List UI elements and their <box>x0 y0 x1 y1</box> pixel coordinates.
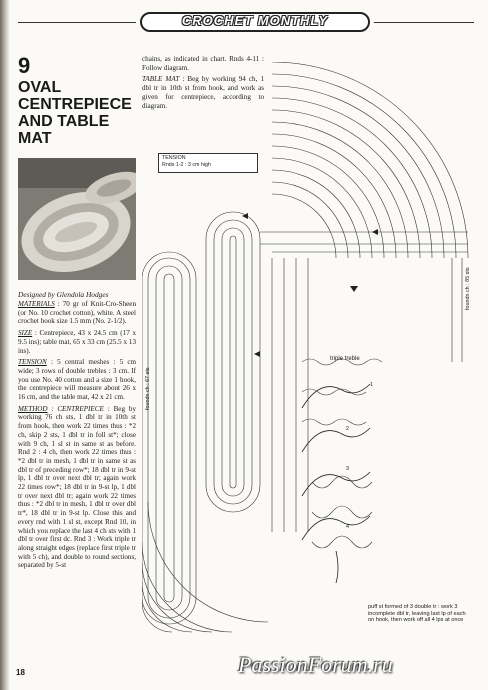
title-line: AND TABLE <box>18 113 110 130</box>
title-line: CENTREPIECE <box>18 96 132 113</box>
foundation-chain-left-label: foundn ch : 67 sts <box>145 367 151 410</box>
page-number: 18 <box>16 668 25 677</box>
table-mat-text: : Beg by working 94 ch, 1 dbl tr in 10th st from hook, and work as given for centrepiece, according to diagram. <box>142 75 264 110</box>
tension-label: TENSION <box>18 358 47 367</box>
step-number: 1 <box>370 382 373 388</box>
watermark-text: PassionForum.ru <box>238 652 393 677</box>
title-line: OVAL <box>18 79 62 96</box>
size-text: : Centrepiece, 43 x 24.5 cm (17 x 9.5 ins); table mat, 65 x 33 cm (25.5 x 13 ins). <box>18 329 136 355</box>
title-line: MAT <box>18 130 52 147</box>
page-spine-shadow <box>0 0 10 690</box>
pattern-title <box>18 79 136 147</box>
designer-credit: Designed by Glendola Hodges <box>18 290 109 299</box>
continued-paragraph: chains, as indicated in chart. Rnds 4-11 : Follow diagram. <box>142 55 264 72</box>
stitch-instruction-drawings <box>296 376 376 590</box>
pattern-number: 9 <box>18 53 31 78</box>
pattern-heading <box>18 55 136 147</box>
product-photo <box>18 158 136 280</box>
tension-text: : 5 central meshes : 5 cm wide; 3 rows of double trebles : 3 cm. If you use No. 40 cotton and a size 1 hook, the centrepiece will measure about 26 x 16 cm, and the table mat, 42 x 21 cm. <box>18 358 136 402</box>
chart-arc-outer <box>272 62 468 258</box>
materials-label: MATERIALS <box>18 300 55 308</box>
table-mat-label: TABLE MAT <box>142 75 180 84</box>
step-number: 4 <box>346 524 349 530</box>
foundation-chain-right-label: foundn ch : 85 sts <box>465 267 471 310</box>
tension-paragraph <box>18 358 136 402</box>
method-text: : Beg by working 76 ch sts, 1 dbl tr in 10th st from hook, then work 22 times thus : *2 ch, skip 2 sts, 1 dbl tr in foll st*; close with 9 ch, 1 sl st in same st as before. Rnd 2 : 4 ch, then work 22 times thus : *2 dbl tr in mesh, 1 dbl tr in same st as dbl tr of preceding row*; 18 dbl tr in 9-st lp, 1 dbl tr over next dbl tr; again work 22 times row*; 18 dbl tr in 9-st lp, 1 dbl tr over next dbl tr; again work 22 times thus : *2 dbl tr in mesh, 1 dbl tr over dbl tr*, 18 dbl tr in 9-st lp. Close this and every rnd with 1 sl st, except Rnd 10, in which you replace the last 4 ch sts with 1 dbl tr over first dc. Rnd 3 : Work triple tr along straight edges (replace first triple tr with 5 ch), and double to round sections, separated by 5-st <box>18 404 136 570</box>
method-sub-label: CENTREPIECE <box>57 404 104 413</box>
materials-text: : 70 gr of Knit-Cro-Sheen (or No. 10 crochet cotton), white. A steel crochet hook size 1.5 mm (No. 2-1/2). <box>18 300 136 326</box>
tension-box <box>158 153 258 173</box>
size-label: SIZE <box>18 329 33 338</box>
method-label: METHOD <box>18 404 48 413</box>
method-paragraph: METHOD : CENTREPIECE : Beg by working 76 ch sts, 1 dbl tr in 10th st from hook, then work 22 times thus : *2 ch, skip 2 sts, 1 dbl tr in foll st*; close with 9 ch, 1 sl st in same st as before. Rnd 2 : 4 ch, then work 22 times thus : *2 dbl tr in mesh, 1 dbl tr in same st as dbl tr of preceding row*; 18 dbl tr in 9-st lp, 1 dbl tr over next dbl tr; again work 22 times row*; 18 dbl tr in 9-st lp, 1 dbl tr over next dbl tr; again work 22 times thus : *2 dbl tr in mesh, 1 dbl tr over dbl tr*, 18 dbl tr in 9-st lp. Close this and every rnd with 1 sl st, except Rnd 10, in which you replace the last 4 ch sts with 1 dbl tr over first dc. Rnd 3 : Work triple tr along straight edges (replace first triple tr with 5 ch), and double to round sections, separated by 5-st <box>18 404 136 570</box>
step-number: 2 <box>346 426 349 432</box>
triple-treble-legend: triple treble <box>330 356 360 362</box>
puff-stitch-legend: puff st formed of 3 double tr : work 3 incomplete dbl tr, leaving last lp of each on hook, then work off all 4 lps at once <box>368 604 466 624</box>
header-rule-left <box>18 22 136 23</box>
tension-box-detail: Rnds 1-2 : 3 cm high <box>162 161 211 168</box>
materials-paragraph <box>18 300 136 326</box>
magazine-header <box>140 12 370 32</box>
instructions-text <box>18 300 136 573</box>
tension-box-title: TENSION <box>162 155 186 161</box>
step-number: 3 <box>346 466 349 472</box>
crochet-photo-image <box>18 158 136 280</box>
magazine-title: CROCHET MONTHLY <box>181 13 329 28</box>
size-paragraph <box>18 329 136 355</box>
header-rule-right <box>374 22 474 23</box>
